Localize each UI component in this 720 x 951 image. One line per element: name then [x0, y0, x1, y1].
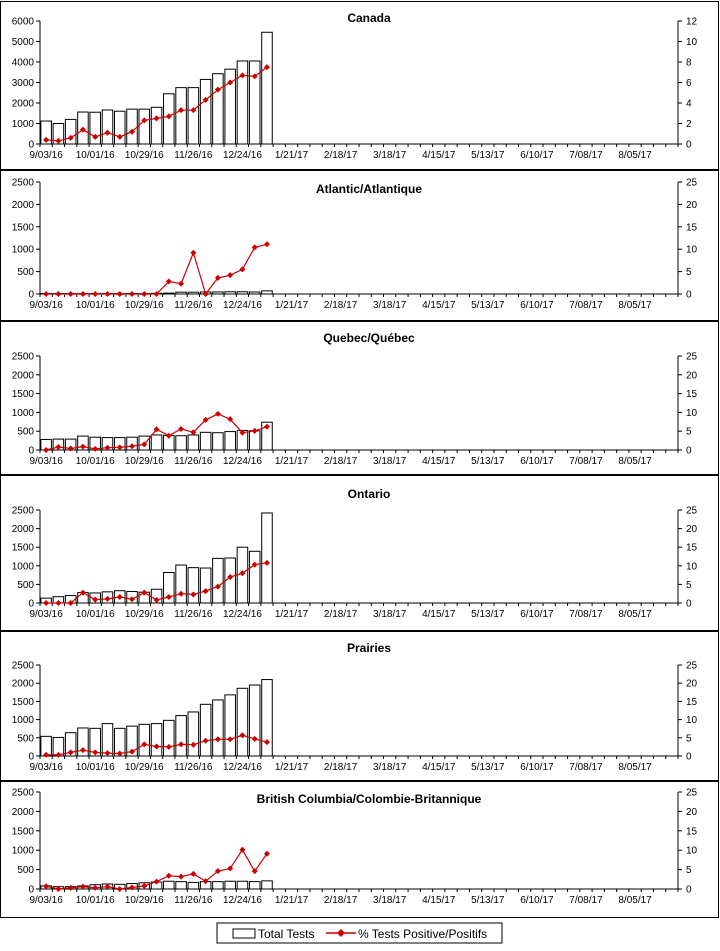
bar-total-tests [176, 716, 187, 756]
x-tick-label: 3/18/17 [372, 895, 407, 906]
x-tick-label: 2/18/17 [323, 456, 358, 467]
bar-total-tests [188, 435, 199, 450]
x-tick-label: 5/13/17 [471, 762, 505, 773]
right-tick-label: 10 [686, 845, 698, 857]
x-tick-label: 6/10/17 [520, 456, 554, 467]
left-tick-label: 2000 [11, 678, 34, 690]
bar-total-tests [139, 109, 150, 144]
x-tick-label: 5/13/17 [471, 895, 505, 906]
right-tick-label: 12 [686, 16, 698, 28]
left-tick-label: 500 [17, 579, 34, 591]
x-tick-label: 12/24/16 [222, 150, 262, 161]
x-tick-label: 10/01/16 [75, 300, 115, 311]
left-tick-label: 1000 [11, 845, 34, 857]
left-tick-label: 2500 [11, 660, 34, 672]
chart-panel-3 [1, 322, 719, 475]
right-tick-label: 20 [686, 370, 698, 382]
bar-total-tests [225, 881, 236, 889]
chart-panel-4 [1, 476, 719, 631]
x-tick-label: 9/03/16 [29, 762, 63, 773]
right-tick-label: 0 [686, 598, 692, 610]
legend-bar-swatch [233, 929, 255, 938]
x-tick-label: 10/29/16 [124, 150, 164, 161]
x-tick-label: 6/10/17 [520, 300, 554, 311]
x-tick-label: 4/15/17 [422, 456, 456, 467]
bar-total-tests [176, 292, 187, 294]
x-tick-label: 12/24/16 [222, 762, 262, 773]
x-tick-label: 5/13/17 [471, 150, 505, 161]
bar-total-tests [176, 88, 187, 144]
chart-title: Prairies [346, 641, 392, 655]
bar-total-tests [127, 109, 138, 144]
x-tick-label: 12/24/16 [222, 609, 262, 620]
left-tick-label: 1500 [11, 696, 34, 708]
x-tick-label: 7/08/17 [569, 762, 603, 773]
x-tick-label: 12/24/16 [222, 456, 262, 467]
x-tick-label: 9/03/16 [29, 300, 63, 311]
bar-total-tests [249, 292, 260, 294]
chart-panel-1 [1, 2, 719, 170]
left-tick-label: 2500 [11, 351, 34, 363]
left-tick-label: 0 [28, 751, 34, 763]
left-tick-label: 1500 [11, 542, 34, 554]
bar-total-tests [151, 107, 162, 144]
x-tick-label: 1/21/17 [274, 150, 309, 161]
right-tick-label: 5 [686, 733, 692, 745]
bar-total-tests [262, 881, 273, 889]
left-tick-label: 500 [17, 733, 34, 745]
x-tick-label: 5/13/17 [471, 456, 505, 467]
left-tick-label: 2000 [11, 806, 34, 818]
bar-total-tests [164, 881, 175, 889]
x-tick-label: 9/03/16 [29, 456, 63, 467]
x-tick-label: 6/10/17 [520, 895, 554, 906]
left-tick-label: 0 [28, 289, 34, 301]
x-tick-label: 3/18/17 [372, 609, 407, 620]
bar-total-tests [164, 293, 175, 294]
x-tick-label: 11/26/16 [174, 895, 213, 906]
x-tick-label: 5/13/17 [471, 609, 505, 620]
right-tick-label: 2 [686, 119, 692, 130]
x-tick-label: 2/18/17 [323, 300, 358, 311]
bar-total-tests [249, 551, 260, 603]
right-tick-label: 0 [686, 751, 692, 763]
bar-total-tests [188, 568, 199, 603]
x-tick-label: 10/29/16 [124, 300, 164, 311]
x-tick-label: 10/01/16 [75, 609, 115, 620]
bar-total-tests [213, 700, 224, 756]
left-tick-label: 1000 [11, 119, 34, 130]
x-tick-label: 10/29/16 [124, 762, 164, 773]
bar-total-tests [200, 432, 211, 450]
x-tick-label: 7/08/17 [569, 895, 603, 906]
left-tick-label: 2000 [11, 524, 34, 536]
right-tick-label: 20 [686, 524, 698, 536]
bar-total-tests [139, 724, 150, 756]
left-tick-label: 500 [17, 426, 34, 438]
right-tick-label: 15 [686, 542, 698, 554]
bar-total-tests [213, 433, 224, 450]
left-tick-label: 3000 [11, 78, 34, 89]
x-tick-label: 7/08/17 [569, 300, 603, 311]
right-tick-label: 5 [686, 267, 692, 279]
x-tick-label: 8/05/17 [618, 762, 652, 773]
left-tick-label: 1500 [11, 389, 34, 401]
left-tick-label: 500 [17, 267, 34, 279]
bar-total-tests [102, 110, 113, 144]
x-tick-label: 3/18/17 [372, 762, 407, 773]
bar-total-tests [176, 436, 187, 450]
left-tick-label: 2500 [11, 177, 34, 189]
x-tick-label: 10/01/16 [75, 456, 115, 467]
x-tick-label: 3/18/17 [372, 456, 407, 467]
left-tick-label: 5000 [11, 37, 34, 48]
x-tick-label: 2/18/17 [323, 762, 358, 773]
right-tick-label: 25 [686, 505, 698, 517]
x-tick-label: 6/10/17 [520, 762, 554, 773]
x-tick-label: 6/10/17 [520, 609, 554, 620]
right-tick-label: 0 [686, 884, 692, 896]
x-tick-label: 3/18/17 [372, 300, 407, 311]
x-tick-label: 5/13/17 [471, 300, 505, 311]
right-tick-label: 20 [686, 199, 698, 211]
right-tick-label: 0 [686, 445, 692, 457]
x-tick-label: 4/15/17 [422, 895, 456, 906]
x-tick-label: 6/10/17 [520, 150, 554, 161]
left-tick-label: 500 [17, 865, 34, 877]
chart-panel-2 [1, 171, 719, 321]
bar-total-tests [176, 565, 187, 603]
bar-total-tests [188, 882, 199, 889]
right-tick-label: 25 [686, 177, 698, 189]
bar-total-tests [200, 568, 211, 603]
bar-total-tests [262, 32, 273, 144]
x-tick-label: 7/08/17 [569, 456, 603, 467]
x-tick-label: 11/26/16 [174, 456, 213, 467]
left-tick-label: 1000 [11, 561, 34, 573]
bar-total-tests [237, 292, 248, 294]
x-tick-label: 8/05/17 [618, 456, 652, 467]
right-tick-label: 25 [686, 660, 698, 672]
x-tick-label: 11/26/16 [174, 762, 213, 773]
bar-total-tests [188, 88, 199, 144]
right-tick-label: 15 [686, 696, 698, 708]
legend [217, 923, 502, 943]
x-tick-label: 10/01/16 [75, 150, 115, 161]
x-tick-label: 4/15/17 [422, 762, 456, 773]
x-tick-label: 8/05/17 [618, 300, 652, 311]
x-tick-label: 3/18/17 [372, 150, 407, 161]
x-tick-label: 11/26/16 [174, 300, 213, 311]
bar-total-tests [225, 292, 236, 294]
chart-panels [1, 2, 719, 918]
right-tick-label: 10 [686, 244, 698, 256]
right-tick-label: 20 [686, 806, 698, 818]
right-tick-label: 10 [686, 715, 698, 727]
bar-total-tests [188, 292, 199, 294]
left-tick-label: 2000 [11, 199, 34, 211]
chart-panel-6 [1, 782, 719, 918]
bar-total-tests [213, 558, 224, 603]
right-tick-label: 10 [686, 407, 698, 419]
right-tick-label: 20 [686, 678, 698, 690]
right-tick-label: 8 [686, 57, 692, 69]
bar-total-tests [225, 695, 236, 756]
x-tick-label: 8/05/17 [618, 609, 652, 620]
left-tick-label: 4000 [11, 57, 34, 69]
x-tick-label: 1/21/17 [274, 300, 309, 311]
right-tick-label: 25 [686, 787, 698, 799]
chart-title: British Columbia/Colombie-Britannique [256, 792, 482, 806]
bar-total-tests [151, 435, 162, 450]
x-tick-label: 10/29/16 [124, 456, 164, 467]
bar-total-tests [213, 74, 224, 144]
bar-total-tests [249, 685, 260, 756]
bar-total-tests [200, 704, 211, 756]
x-tick-label: 2/18/17 [323, 609, 358, 620]
right-tick-label: 10 [686, 561, 698, 573]
left-tick-label: 1000 [11, 715, 34, 727]
right-tick-label: 10 [686, 37, 698, 48]
left-tick-label: 1500 [11, 826, 34, 838]
x-tick-label: 10/01/16 [75, 895, 115, 906]
left-tick-label: 0 [28, 445, 34, 457]
chart-panel-5 [1, 632, 719, 781]
bar-total-tests [249, 882, 260, 889]
x-tick-label: 8/05/17 [618, 150, 652, 161]
legend-bars-label: Total Tests [258, 927, 315, 941]
x-tick-label: 4/15/17 [422, 609, 456, 620]
bar-total-tests [188, 712, 199, 756]
bar-total-tests [213, 882, 224, 889]
chart-title: Quebec/Québec [323, 331, 415, 345]
x-tick-label: 2/18/17 [323, 150, 358, 161]
left-tick-label: 1000 [11, 407, 34, 419]
legend-line-label: % Tests Positive/Positifs [358, 927, 488, 941]
right-tick-label: 0 [686, 139, 692, 151]
x-tick-label: 11/26/16 [174, 609, 213, 620]
x-tick-label: 7/08/17 [569, 150, 603, 161]
left-tick-label: 2500 [11, 505, 34, 517]
left-tick-label: 6000 [11, 16, 34, 28]
right-tick-label: 15 [686, 222, 698, 234]
left-tick-label: 0 [28, 884, 34, 896]
right-tick-label: 0 [686, 289, 692, 301]
x-tick-label: 4/15/17 [422, 300, 456, 311]
x-tick-label: 10/29/16 [124, 895, 164, 906]
bar-total-tests [225, 432, 236, 450]
x-tick-label: 2/18/17 [323, 895, 358, 906]
right-tick-label: 6 [686, 78, 692, 89]
chart-title: Atlantic/Atlantique [315, 182, 423, 196]
right-tick-label: 25 [686, 351, 698, 363]
bar-total-tests [262, 291, 273, 294]
bar-total-tests [176, 882, 187, 889]
x-tick-label: 1/21/17 [274, 762, 309, 773]
bar-total-tests [237, 688, 248, 756]
x-tick-label: 10/01/16 [75, 762, 115, 773]
x-tick-label: 7/08/17 [569, 609, 603, 620]
left-tick-label: 0 [28, 139, 34, 151]
bar-total-tests [200, 79, 211, 144]
x-tick-label: 1/21/17 [274, 895, 309, 906]
bar-total-tests [213, 292, 224, 294]
x-tick-label: 1/21/17 [274, 609, 309, 620]
bar-total-tests [262, 513, 273, 603]
right-tick-label: 4 [686, 98, 692, 110]
left-tick-label: 0 [28, 598, 34, 610]
bar-total-tests [164, 720, 175, 756]
bar-total-tests [237, 881, 248, 889]
bar-total-tests [151, 724, 162, 756]
x-tick-label: 12/24/16 [222, 300, 262, 311]
x-tick-label: 10/29/16 [124, 609, 164, 620]
left-tick-label: 2000 [11, 370, 34, 382]
x-tick-label: 9/03/16 [29, 150, 63, 161]
x-tick-label: 8/05/17 [618, 895, 652, 906]
left-tick-label: 1500 [11, 222, 34, 234]
right-tick-label: 5 [686, 865, 692, 877]
right-tick-label: 5 [686, 426, 692, 438]
right-tick-label: 15 [686, 389, 698, 401]
chart-title: Canada [347, 11, 391, 25]
left-tick-label: 1000 [11, 244, 34, 256]
right-tick-label: 5 [686, 579, 692, 591]
right-tick-label: 15 [686, 826, 698, 838]
x-tick-label: 1/21/17 [274, 456, 309, 467]
left-tick-label: 2500 [11, 787, 34, 799]
x-tick-label: 12/24/16 [222, 895, 262, 906]
x-tick-label: 4/15/17 [422, 150, 456, 161]
x-tick-label: 9/03/16 [29, 895, 63, 906]
x-tick-label: 9/03/16 [29, 609, 63, 620]
left-tick-label: 2000 [11, 98, 34, 110]
chart-title: Ontario [347, 487, 391, 501]
x-tick-label: 11/26/16 [174, 150, 213, 161]
